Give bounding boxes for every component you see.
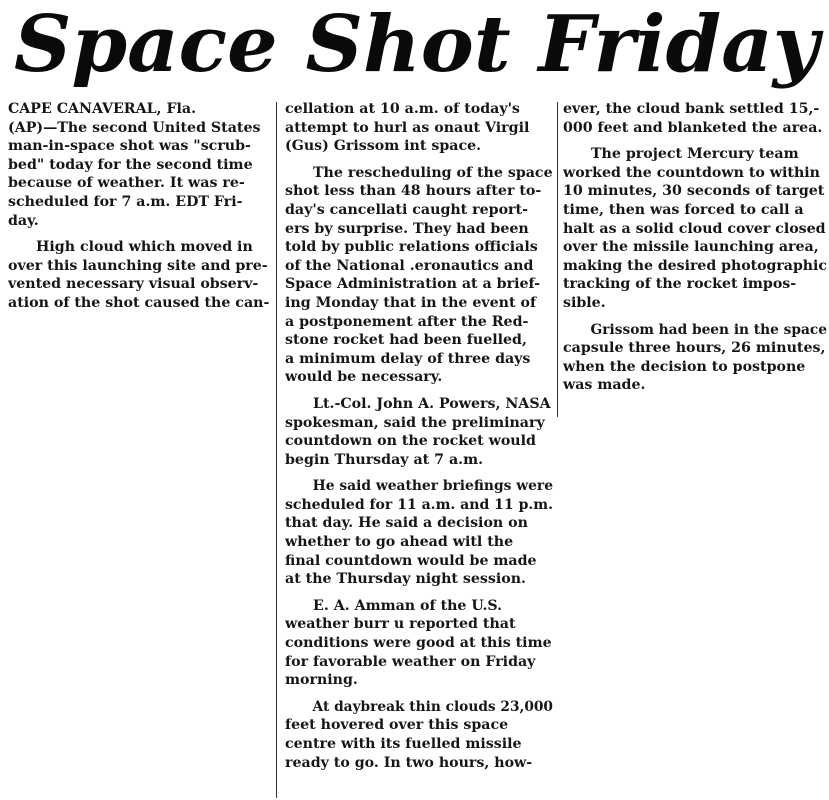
article-line: for favorable weather on Friday xyxy=(285,653,536,670)
article-line: that day. He said a decision on xyxy=(285,515,528,532)
article-line: Lt.-Col. John A. Powers, NASA xyxy=(313,395,551,412)
article-line: attempt to hurl as onaut Virgil xyxy=(285,119,530,136)
article-line: final countdown would be made xyxy=(285,552,537,569)
article-line: scheduled for 7 a.m. EDT Fri- xyxy=(8,193,243,210)
column-rule xyxy=(276,102,277,798)
article-line: man-in-space shot was "scrub- xyxy=(8,138,251,155)
article-line: a postponement after the Red- xyxy=(285,313,529,330)
article-line: morning. xyxy=(285,672,358,689)
article-line: begin Thursday at 7 a.m. xyxy=(285,451,484,468)
article-line: conditions were good at this time xyxy=(285,635,552,652)
article-line: ers by surprise. They had been xyxy=(285,220,529,237)
article-line: The project Mercury team xyxy=(591,146,799,163)
article-line: bed" today for the second time xyxy=(8,156,253,173)
article-line: told by public relations officials xyxy=(285,239,538,256)
article-line: day. xyxy=(8,212,39,229)
article-column-3 xyxy=(563,100,827,403)
article-line: vented necessary visual observ- xyxy=(8,276,259,293)
article-line: over the missile launching area, xyxy=(563,239,819,256)
article-line: time, then was forced to call a xyxy=(563,201,804,218)
article-line: He said weather briefings were xyxy=(312,478,553,495)
article-line: ation of the shot caused the can- xyxy=(8,294,270,311)
article-line: when the decision to postpone xyxy=(563,358,806,375)
article-line: making the desired photographic xyxy=(563,257,827,274)
article-line: countdown on the rocket would xyxy=(285,433,536,450)
article-line: day's cancellati caught report- xyxy=(285,201,528,218)
article-line: scheduled for 11 a.m. and 11 p.m. xyxy=(285,496,553,513)
article-line: ing Monday that in the event of xyxy=(285,294,537,311)
article-line: spokesman, said the preliminary xyxy=(285,414,545,431)
article-line: High cloud which moved in xyxy=(36,239,253,256)
article-paragraph xyxy=(285,100,553,156)
column-rule xyxy=(557,102,558,417)
article-line: shot less than 48 hours after to- xyxy=(285,183,542,200)
article-line: whether to go ahead witl the xyxy=(285,534,514,551)
article-line: over this launching site and pre- xyxy=(8,257,268,274)
article-column-1 xyxy=(8,100,270,321)
article-paragraph xyxy=(563,100,827,137)
article-line: The rescheduling of the space xyxy=(313,164,553,181)
article-paragraph xyxy=(8,100,270,230)
article-paragraph xyxy=(285,164,553,387)
article-line: cellation at 10 a.m. of today's xyxy=(285,101,520,117)
article-line: a minimum delay of three days xyxy=(285,350,531,367)
article-line: CAPE CANAVERAL, Fla. xyxy=(8,101,197,117)
article-paragraph xyxy=(285,597,553,690)
article-line: would be necessary. xyxy=(285,369,443,386)
article-line: 10 minutes, 30 seconds of target xyxy=(563,183,825,200)
article-line: at the Thursday night session. xyxy=(285,571,526,588)
article-line: worked the countdown to within xyxy=(563,164,820,181)
article-line: ever, the cloud bank settled 15,- xyxy=(563,101,820,117)
article-line: (AP)—The second United States xyxy=(8,119,261,136)
article-line: halt as a solid cloud cover closed xyxy=(563,220,826,237)
article-column-2 xyxy=(285,100,553,780)
article-line: Grissom had been in the space xyxy=(590,321,827,338)
article-line: Space Administration at a brief- xyxy=(285,276,540,293)
article-line: stone rocket had been fuelled, xyxy=(285,332,527,349)
article-paragraph xyxy=(285,395,553,469)
article-paragraph xyxy=(8,238,270,312)
article-line: capsule three hours, 26 minutes, xyxy=(563,340,826,357)
headline: Space Shot Friday xyxy=(14,0,820,90)
article-paragraph xyxy=(563,145,827,312)
article-line: 000 feet and blanketed the area. xyxy=(563,119,823,136)
article-line: (Gus) Grissom int space. xyxy=(285,138,482,155)
article-line: weather burr u reported that xyxy=(285,616,516,633)
article-line: of the National .eronautics and xyxy=(285,257,534,274)
article-line: ready to go. In two hours, how- xyxy=(285,754,533,771)
article-paragraph xyxy=(563,321,827,395)
article-line: feet hovered over this space xyxy=(285,717,509,734)
article-paragraph xyxy=(285,477,553,589)
article-line: was made. xyxy=(563,377,646,394)
article-line: because of weather. It was re- xyxy=(8,175,245,192)
article-line: E. A. Amman of the U.S. xyxy=(313,597,503,614)
article-paragraph xyxy=(285,698,553,772)
article-line: centre with its fuelled missile xyxy=(285,736,522,752)
article-line: tracking of the rocket impos- xyxy=(563,276,797,293)
article-line: At daybreak thin clouds 23,000 xyxy=(312,698,553,715)
article-line: sible. xyxy=(563,294,606,311)
